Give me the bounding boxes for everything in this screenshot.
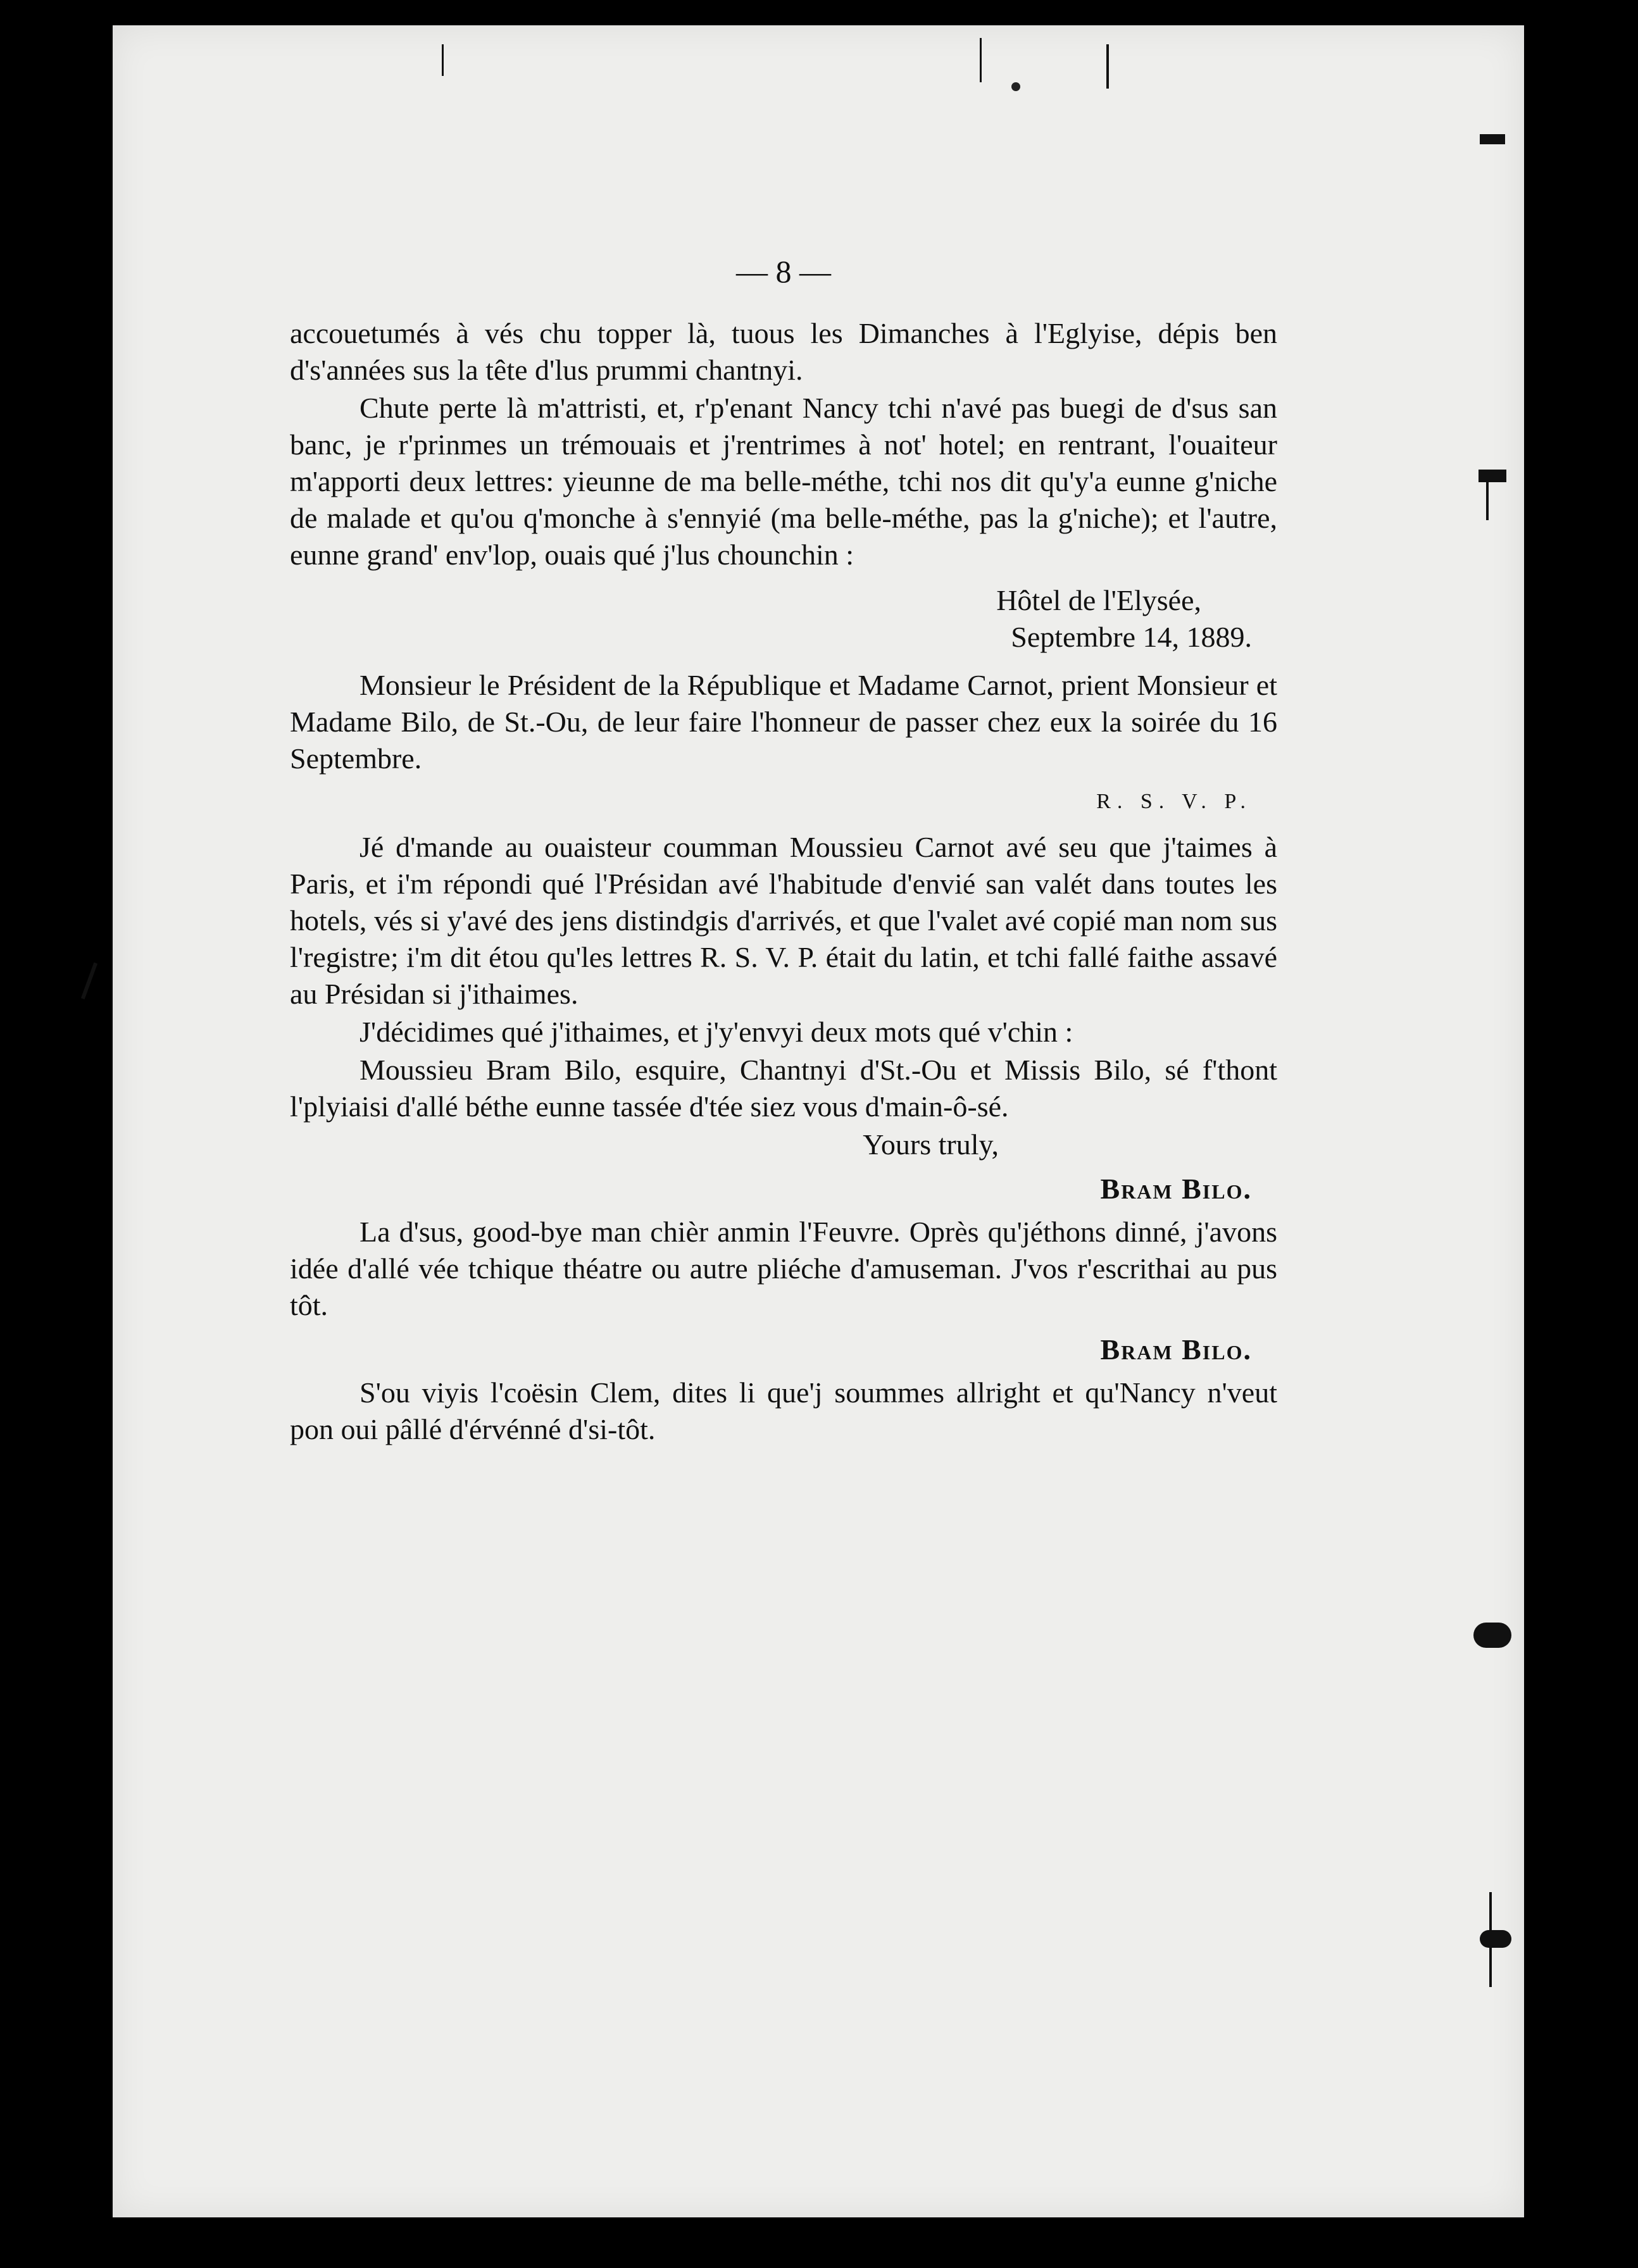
- letter-address: Hôtel de l'Elysée,: [996, 584, 1201, 616]
- binding-tick-3: [1106, 44, 1109, 89]
- left-margin-mark: [81, 963, 97, 999]
- edge-notch-2: [1479, 470, 1506, 482]
- letter-date: Septembre 14, 1889.: [1011, 621, 1252, 653]
- paragraph: La d'sus, good-bye man chièr anmin l'Feuvre. Oprès qu'jéthons dinné, j'avons idée d'allé vée tchique théatre ou autre pliéche d'amuseman. J'vos r'escrithai au pus tôt.: [290, 1216, 1277, 1321]
- stain: [1011, 82, 1020, 91]
- edge-notch-5: [1480, 1930, 1511, 1948]
- paragraph: Jé d'mande au ouaisteur coumman Moussieu Carnot avé seu que j'taimes à Paris, et i'm répondi qué l'Présidan avé l'habitude d'envié san valét dans toutes les hotels, vés si y'avé des jens distindgis d'arrivés, et que l'valet avé copié man nom sus l'registre; i'm dit étou qu'les lettres R. S. V. P. était du latin, et tchi fallé faithe assavé au Présidan si j'ithaimes.: [290, 831, 1277, 1010]
- reply-body: Moussieu Bram Bilo, esquire, Chantnyi d'St.-Ou et Missis Bilo, sé f'thont l'plyiaisi d'allé béthe eunne tassée d'tée siez vous d'main-ô-sé.: [290, 1054, 1277, 1123]
- edge-notch-1: [1480, 134, 1505, 144]
- letter-body: Monsieur le Président de la République et Madame Carnot, prient Monsieur et Madame Bilo, de St.-Ou, de leur faire l'honneur de passer chez eux la soirée du 16 Septembre.: [290, 669, 1277, 775]
- binding-tick-2: [980, 38, 982, 82]
- letter-rsvp: R. S. V. P.: [1096, 790, 1252, 813]
- edge-notch-3: [1486, 482, 1489, 520]
- paragraph: accouetumés à vés chu topper là, tuous les Dimanches à l'Eglyise, dépis ben d's'années sus la tête d'lus prummi chantnyi.: [290, 317, 1277, 386]
- reply-signature: Bram Bilo.: [1100, 1173, 1252, 1205]
- edge-notch-6: [1489, 1892, 1492, 1987]
- reply-closing: Yours truly,: [863, 1128, 999, 1161]
- scanned-page: [113, 25, 1524, 2217]
- edge-notch-4: [1473, 1623, 1511, 1648]
- paragraph: J'décidimes qué j'ithaimes, et j'y'envyi deux mots qué v'chin :: [359, 1016, 1073, 1048]
- page-text: [290, 253, 1277, 1449]
- page-number: — 8 —: [736, 254, 831, 289]
- paragraph: S'ou viyis l'coësin Clem, dites li que'j soummes allright et qu'Nancy n'veut pon oui pâllé d'érvénné d'si-tôt.: [290, 1376, 1277, 1445]
- paragraph: Chute perte là m'attristi, et, r'p'enant Nancy tchi n'avé pas buegi de d'sus san banc, je r'prinmes un trémouais et j'rentrimes à not' hotel; en rentrant, l'ouaiteur m'apporti deux lettres: yieunne de ma belle-méthe, tchi nos dit qu'y'a eunne g'niche de malade et qu'ou q'monche à s'ennyié (ma belle-méthe, pas la g'niche); et l'autre, eunne grand' env'lop, ouais qué j'lus chounchin :: [290, 392, 1277, 571]
- binding-tick-1: [442, 44, 444, 76]
- signature: Bram Bilo.: [1100, 1333, 1252, 1366]
